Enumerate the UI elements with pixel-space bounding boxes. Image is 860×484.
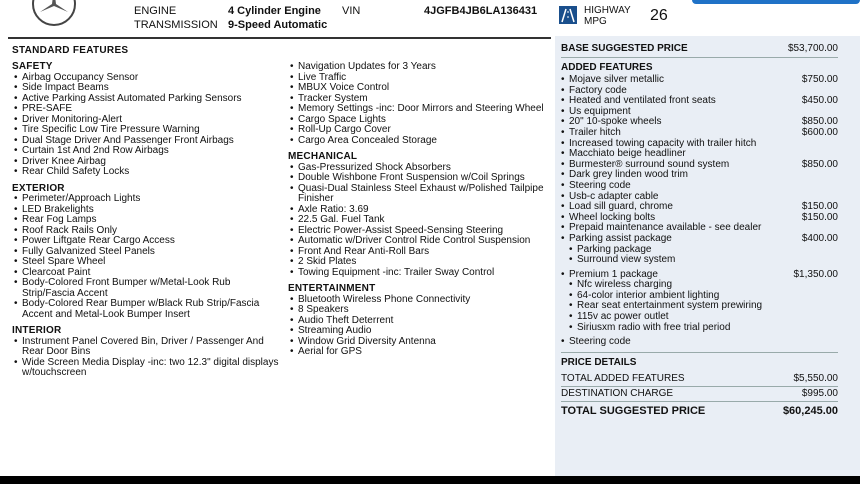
added-feature-name: • Wheel locking bolts: [569, 211, 656, 223]
feature-item: • Perimeter/Approach Lights: [12, 194, 282, 205]
header-action-button[interactable]: [692, 0, 860, 4]
feature-item: • Axle Ratio: 3.69: [288, 205, 548, 216]
feature-item: • Rear Fog Lamps: [12, 215, 282, 226]
feature-section: [288, 62, 548, 146]
added-feature-name: • Heated and ventilated front seats: [569, 95, 716, 107]
engine-value: 4 Cylinder Engine: [228, 5, 321, 17]
total-price-value: $60,245.00: [782, 405, 838, 417]
added-feature-subitem: • Rear seat entertainment system prewiring: [561, 301, 838, 312]
features-left-column: [12, 62, 282, 379]
added-feature-price: $150.00: [801, 211, 838, 223]
feature-item: • Tracker System: [288, 94, 548, 105]
total-price-row: [561, 405, 838, 417]
pricing-panel: [555, 36, 860, 476]
feature-item: • Cargo Area Concealed Storage: [288, 136, 548, 147]
divider: [561, 57, 838, 58]
added-feature-name: • Mojave silver metallic: [569, 74, 665, 85]
added-feature-name: • Premium 1 package: [569, 268, 658, 280]
feature-section-heading: ENTERTAINMENT: [288, 283, 376, 294]
feature-item: • LED Brakelights: [12, 205, 282, 216]
sticker-header: [0, 0, 860, 36]
feature-item: • Front And Rear Anti-Roll Bars: [288, 247, 548, 258]
added-feature-name: • 20" 10-spoke wheels: [569, 116, 662, 128]
feature-item: • Airbag Occupancy Sensor: [12, 73, 282, 84]
base-price-row: [561, 43, 838, 54]
added-feature-name: • Usb-c adapter cable: [569, 190, 659, 202]
feature-item: • Towing Equipment -inc: Trailer Sway Control: [288, 268, 548, 279]
price-details-title: PRICE DETAILS: [561, 357, 637, 368]
added-feature-name: • Load sill guard, chrome: [569, 201, 673, 213]
added-feature-price: $750.00: [801, 74, 838, 85]
total-added-row: [561, 373, 838, 384]
feature-item: • 2 Skid Plates: [288, 257, 548, 268]
standard-features-title: STANDARD FEATURES: [12, 45, 129, 56]
added-feature-item: • Steering code: [561, 337, 838, 348]
destination-value: $995.00: [801, 388, 838, 399]
feature-item: • PRE-SAFE: [12, 104, 282, 115]
feature-item: • Tire Specific Low Tire Pressure Warning: [12, 125, 282, 136]
total-added-value: $5,550.00: [793, 373, 838, 384]
divider: [561, 401, 838, 402]
added-feature-price: $850.00: [801, 116, 838, 128]
added-feature-name: • Steering code: [569, 179, 631, 191]
feature-section-heading: INTERIOR: [12, 325, 62, 336]
vin-value: 4JGFB4JB6LA136431: [424, 5, 538, 17]
added-feature-price: $600.00: [801, 126, 838, 138]
divider: [561, 352, 838, 353]
feature-item: • Roof Rack Rails Only: [12, 226, 282, 237]
added-feature-name: • Macchiato beige headliner: [569, 148, 686, 160]
feature-item: • Active Parking Assist Automated Parking Sensors: [12, 94, 282, 105]
transmission-value: 9-Speed Automatic: [228, 19, 328, 31]
feature-item: • 22.5 Gal. Fuel Tank: [288, 215, 548, 226]
feature-item: • Instrument Panel Covered Bin, Driver / Passenger And Rear Door Bins: [12, 337, 282, 358]
added-feature-name: • Burmester® surround sound system: [569, 158, 730, 170]
added-feature-subitem: • Surround view system: [561, 255, 838, 266]
destination-label: DESTINATION CHARGE: [561, 388, 674, 399]
feature-item: • Audio Theft Deterrent: [288, 316, 548, 327]
feature-section-heading: SAFETY: [12, 61, 53, 72]
added-feature-name: • Prepaid maintenance available - see dealer: [569, 222, 762, 234]
feature-item: • Automatic w/Driver Control Ride Control Suspension: [288, 236, 548, 247]
added-feature-subitem: • Siriusxm radio with free trial period: [561, 323, 838, 334]
added-feature-subitem: • Nfc wireless charging: [561, 280, 838, 291]
feature-item: • Dual Stage Driver And Passenger Front Airbags: [12, 136, 282, 147]
feature-item: • Electric Power-Assist Speed-Sensing Steering: [288, 226, 548, 237]
feature-section-heading: MECHANICAL: [288, 151, 358, 162]
feature-section: [12, 184, 282, 321]
added-feature-price: $1,350.00: [793, 268, 838, 280]
added-feature-item: [561, 181, 838, 192]
feature-item: • Streaming Audio: [288, 326, 548, 337]
highway-icon: [559, 6, 577, 24]
features-right-column: [288, 62, 548, 358]
added-features-title: ADDED FEATURES: [561, 62, 653, 73]
feature-section: [12, 326, 282, 379]
feature-item: • Driver Monitoring-Alert: [12, 115, 282, 126]
feature-item: • Bluetooth Wireless Phone Connectivity: [288, 295, 548, 306]
feature-item: • Navigation Updates for 3 Years: [288, 62, 548, 73]
feature-item: • Side Impact Beams: [12, 83, 282, 94]
base-price-value: $53,700.00: [787, 43, 838, 54]
feature-item: • Roll-Up Cargo Cover: [288, 125, 548, 136]
header-divider: [8, 37, 551, 39]
feature-item: • Wide Screen Media Display -inc: two 12.3" digital displays w/touchscreen: [12, 358, 282, 379]
engine-label: ENGINE: [134, 5, 177, 17]
feature-section: [288, 284, 548, 358]
added-feature-price: $150.00: [801, 201, 838, 213]
feature-item: • MBUX Voice Control: [288, 83, 548, 94]
feature-item: • Aerial for GPS: [288, 347, 548, 358]
added-feature-price: $850.00: [801, 158, 838, 170]
added-feature-item: [561, 128, 838, 139]
feature-item: • Cargo Space Lights: [288, 115, 548, 126]
feature-item: • Clearcoat Paint: [12, 268, 282, 279]
feature-item: • Double Wishbone Front Suspension w/Coil Springs: [288, 173, 548, 184]
vin-label: VIN: [342, 5, 361, 17]
added-feature-item: [561, 75, 838, 86]
base-price-label: BASE SUGGESTED PRICE: [561, 43, 688, 54]
brand-logo: [32, 0, 76, 26]
total-price-label: TOTAL SUGGESTED PRICE: [561, 405, 706, 417]
added-feature-subitem: • Parking package: [561, 245, 838, 256]
feature-item: • 8 Speakers: [288, 305, 548, 316]
destination-row: [561, 388, 838, 399]
divider: [561, 386, 838, 387]
feature-item: • Body-Colored Front Bumper w/Metal-Look Rub Strip/Fascia Accent: [12, 278, 282, 299]
feature-item: • Quasi-Dual Stainless Steel Exhaust w/Polished Tailpipe Finisher: [288, 184, 548, 205]
added-features-list: [561, 75, 838, 348]
added-feature-name: • Increased towing capacity with trailer hitch: [569, 137, 757, 149]
added-feature-name: • Parking assist package: [569, 232, 672, 244]
added-feature-name: • Factory code: [569, 84, 627, 96]
feature-item: • Fully Galvanized Steel Panels: [12, 247, 282, 258]
added-feature-name: • Trailer hitch: [569, 126, 621, 138]
added-feature-price: $400.00: [801, 232, 838, 244]
feature-item: • Power Liftgate Rear Cargo Access: [12, 236, 282, 247]
added-feature-item: [561, 234, 838, 245]
feature-section: [12, 62, 282, 178]
feature-item: • Body-Colored Rear Bumper w/Black Rub Strip/Fascia Accent and Metal-Look Bumper Insert: [12, 299, 282, 320]
feature-item: • Driver Knee Airbag: [12, 157, 282, 168]
feature-item: • Memory Settings -inc: Door Mirrors and Steering Wheel: [288, 104, 548, 115]
feature-item: • Steel Spare Wheel: [12, 257, 282, 268]
added-feature-name: • Us equipment: [569, 105, 631, 117]
feature-item: • Window Grid Diversity Antenna: [288, 337, 548, 348]
feature-item: • Rear Child Safety Locks: [12, 167, 282, 178]
feature-item: • Curtain 1st And 2nd Row Airbags: [12, 146, 282, 157]
bottom-bar: [0, 476, 860, 484]
added-feature-subitem: • 64-color interior ambient lighting: [561, 291, 838, 302]
feature-section: [288, 152, 548, 278]
added-feature-price: $450.00: [801, 95, 838, 107]
added-feature-name: • Dark grey linden wood trim: [569, 169, 688, 181]
feature-section-heading: EXTERIOR: [12, 182, 65, 194]
feature-item: • Gas-Pressurized Shock Absorbers: [288, 163, 548, 174]
highway-mpg-value: 26: [650, 7, 668, 24]
total-added-label: TOTAL ADDED FEATURES: [561, 373, 685, 384]
transmission-label: TRANSMISSION: [134, 19, 218, 31]
feature-item: • Live Traffic: [288, 73, 548, 84]
added-feature-subitem: • 115v ac power outlet: [561, 312, 838, 323]
highway-mpg-label: HIGHWAY MPG: [584, 5, 631, 27]
